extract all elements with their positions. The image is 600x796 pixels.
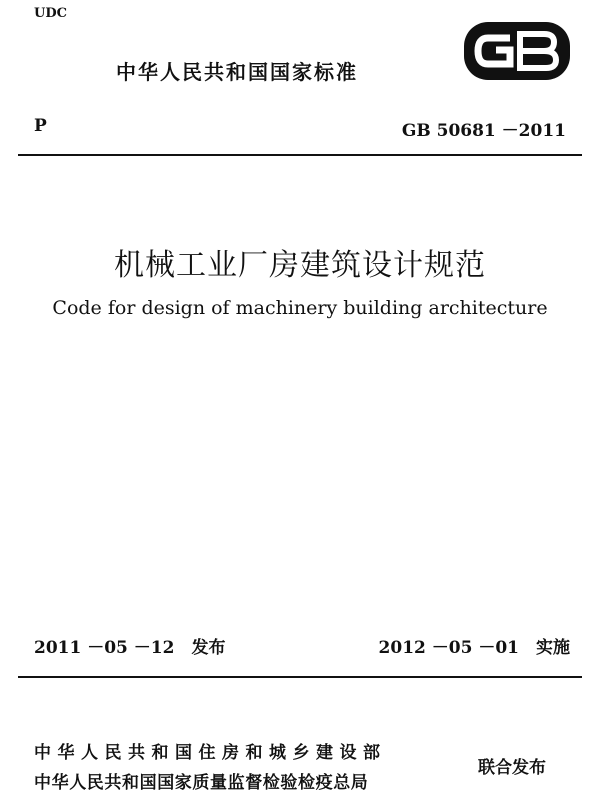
standard-number: GB 50681 －2011 [401, 121, 566, 141]
issuer-aqsiq: 中华人民共和国国家质量监督检验检疫总局 [34, 773, 369, 793]
title-english: Code for design of machinery building architecture [52, 297, 548, 319]
standard-type: 中华人民共和国国家标准 [116, 60, 358, 84]
bottom-divider [18, 676, 582, 678]
top-divider [18, 154, 582, 156]
gb-logo-icon [462, 20, 572, 82]
issue-date: 2011 －05 －12 发布 [34, 638, 226, 658]
issuer-ministry: 中华人民共和国住房和城乡建设部 [34, 743, 387, 763]
classification-code: P [34, 116, 47, 136]
joint-release-label: 联合发布 [478, 758, 546, 778]
udc-label: UDC [34, 6, 67, 21]
implementation-date: 2012 －05 －01 实施 [378, 638, 570, 658]
title-chinese: 机械工业厂房建筑设计规范 [114, 248, 486, 283]
